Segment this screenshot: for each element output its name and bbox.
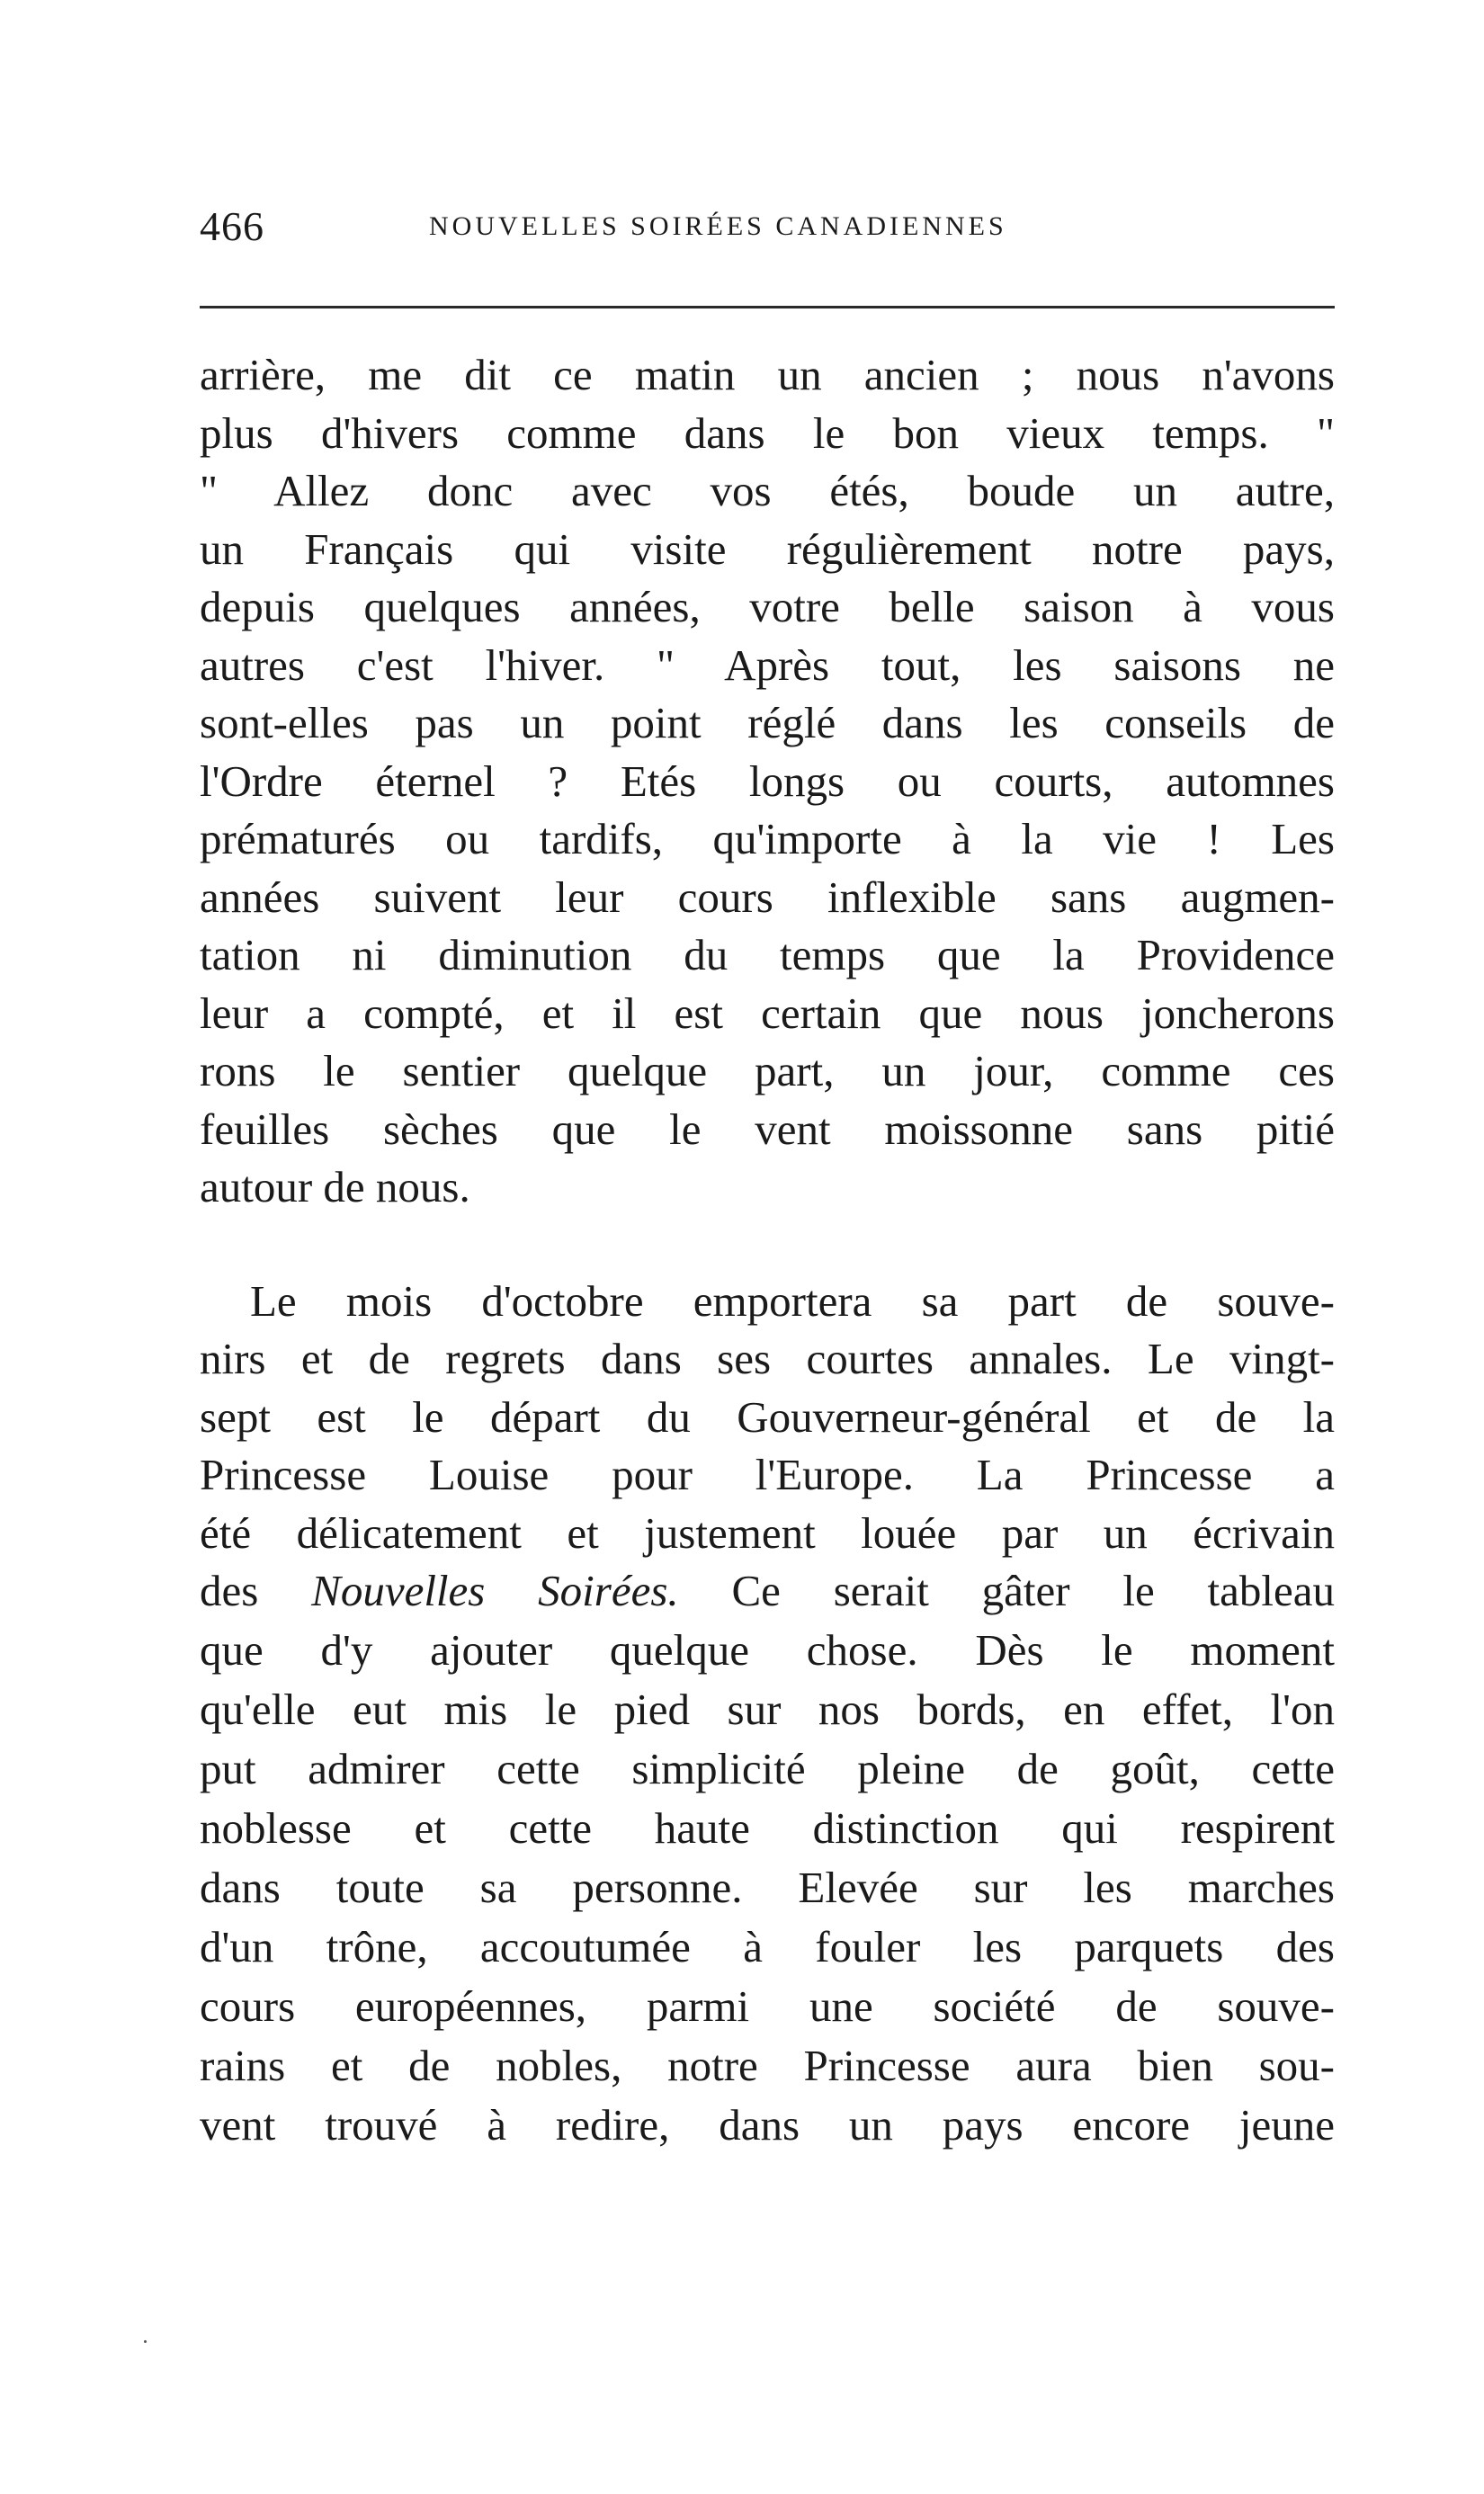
- text-line: été délicatement et justement louée par un écrivain: [200, 1507, 1335, 1558]
- text-line: qu'elle eut mis le pied sur nos bords, en effet, l'on: [200, 1684, 1335, 1734]
- text-line: années suivent leur cours inflexible sans augmen-: [200, 872, 1335, 922]
- text-line: nirs et de regrets dans ses courtes annales. Le vingt-: [200, 1334, 1335, 1383]
- text-line-with-title: [200, 1562, 1335, 1621]
- page-number: 466: [200, 203, 264, 249]
- running-title: NOUVELLES SOIRÉES CANADIENNES: [429, 211, 1007, 241]
- text-line: arrière, me dit ce matin un ancien ; nous n'avons: [200, 350, 1335, 399]
- text-line: l'Ordre éternel ? Etés longs ou courts, automnes: [200, 755, 1335, 806]
- text-line: put admirer cette simplicité pleine de goût, cette: [200, 1743, 1335, 1793]
- text-line: rons le sentier quelque part, un jour, comme ces: [200, 1046, 1335, 1095]
- text-line: Princesse Louise pour l'Europe. La Princesse a: [200, 1450, 1335, 1499]
- text-line: autres c'est l'hiver. " Après tout, les saisons ne: [200, 639, 1335, 690]
- text-line: plus d'hivers comme dans le bon vieux temps. ": [200, 407, 1335, 458]
- text-line: sont-elles pas un point réglé dans les conseils de: [200, 698, 1335, 747]
- text-line: que d'y ajouter quelque chose. Dès le moment: [200, 1624, 1335, 1675]
- page-header: [200, 202, 1333, 265]
- text-line: noblesse et cette haute distinction qui respirent: [200, 1802, 1335, 1853]
- text-line: depuis quelques années, votre belle saison à vous: [200, 582, 1335, 631]
- paragraph-2: [200, 1273, 1335, 2155]
- text-line: tation ni diminution du temps que la Providence: [200, 930, 1335, 979]
- book-title: Nouvelles Soirées.: [311, 1566, 679, 1615]
- paragraph-1: [200, 346, 1335, 1217]
- body-text: [200, 346, 1335, 2155]
- text-line: Le mois d'octobre emportera sa part de souve-: [250, 1275, 1335, 1326]
- text-line: feuilles sèches que le vent moissonne sans pitié: [200, 1104, 1335, 1154]
- text-fragment: des: [200, 1566, 259, 1615]
- text-line: cours européennes, parmi une société de souve-: [200, 1980, 1335, 2031]
- text-fragment: Ce serait gâter le tableau: [731, 1566, 1336, 1615]
- text-line: prématurés ou tardifs, qu'importe à la vie ! Les: [200, 814, 1335, 863]
- text-line: autour de nous.: [200, 1162, 470, 1211]
- page-speck: [144, 2340, 147, 2343]
- text-line: sept est le départ du Gouverneur-général et de la: [200, 1391, 1335, 1442]
- text-line: " Allez donc avec vos étés, boude un autre,: [200, 466, 1335, 515]
- text-line: dans toute sa personne. Elevée sur les marches: [200, 1862, 1335, 1912]
- header-rule: [200, 306, 1335, 308]
- text-line: leur a compté, et il est certain que nous joncherons: [200, 988, 1335, 1038]
- text-line: un Français qui visite régulièrement notre pays,: [200, 523, 1335, 574]
- text-line: vent trouvé à redire, dans un pays encore jeune: [200, 2099, 1335, 2150]
- text-line: rains et de nobles, notre Princesse aura bien sou-: [200, 2040, 1335, 2090]
- text-line: d'un trône, accoutumée à fouler les parquets des: [200, 1921, 1335, 1971]
